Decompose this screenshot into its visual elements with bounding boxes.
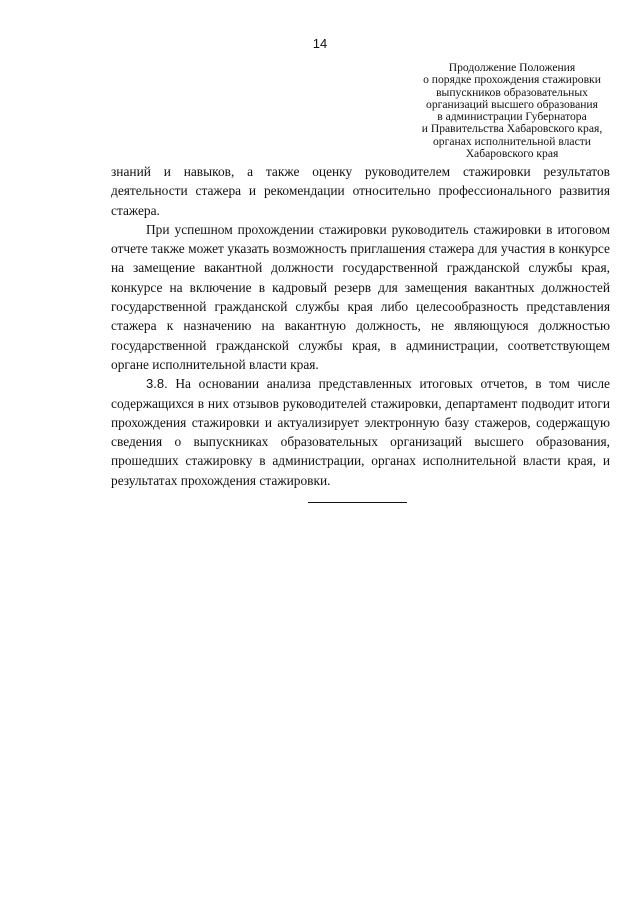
header-note-line: выпускников образовательных	[436, 85, 588, 99]
header-note-line: и Правительства Хабаровского края,	[421, 122, 603, 136]
header-note-line: Продолжение Положения	[448, 61, 576, 74]
document-body	[111, 162, 610, 490]
paragraph-internship-result: При успешном прохождении стажировки руководитель стажировки в итоговом отчете также может указать возможность приглашения стажера для участия в конкурсе на замещение вакантной должности государственной гражданской службы края, конкурсе на включение в кадровый резерв для замещения вакантных должностей государственной гражданской службы края либо целесообразность представления стажера к назначению на вакантную должность, не являющуюся должностью государственной гражданской службы края, в администрации, соответствующем органе исполнительной власти края.	[111, 221, 610, 372]
header-note-line: Хабаровского края	[465, 147, 559, 161]
paragraph-continuation: знаний и навыков, а также оценку руководителем стажировки результатов деятельности стажера и рекомендации относительно профессионального развития стажера.	[111, 164, 610, 218]
section-number: 3.8.	[146, 376, 168, 392]
header-note-line: о порядке прохождения стажировки	[423, 73, 601, 87]
section-text: На основании анализа представленных итоговых отчетов, в том числе содержащихся в них отзывов руководителей стажировки, департамент подводит итоги прохождения стажировки и актуализирует электронную базу стажеров, содержащую сведения о выпускниках образовательных организаций высшего образования, прошедших стажировку в администрации, органах исполнительной власти края, и результатах прохождения стажировки.	[111, 376, 610, 488]
header-note	[398, 62, 626, 160]
header-note-line: органах исполнительной власти	[433, 134, 591, 148]
end-of-document-rule	[308, 502, 407, 503]
header-note-line: организаций высшего образования	[426, 97, 598, 111]
header-note-line: в администрации Губернатора	[437, 110, 587, 124]
paragraph-section-3-8	[111, 374, 610, 490]
page-number: 14	[312, 36, 328, 51]
